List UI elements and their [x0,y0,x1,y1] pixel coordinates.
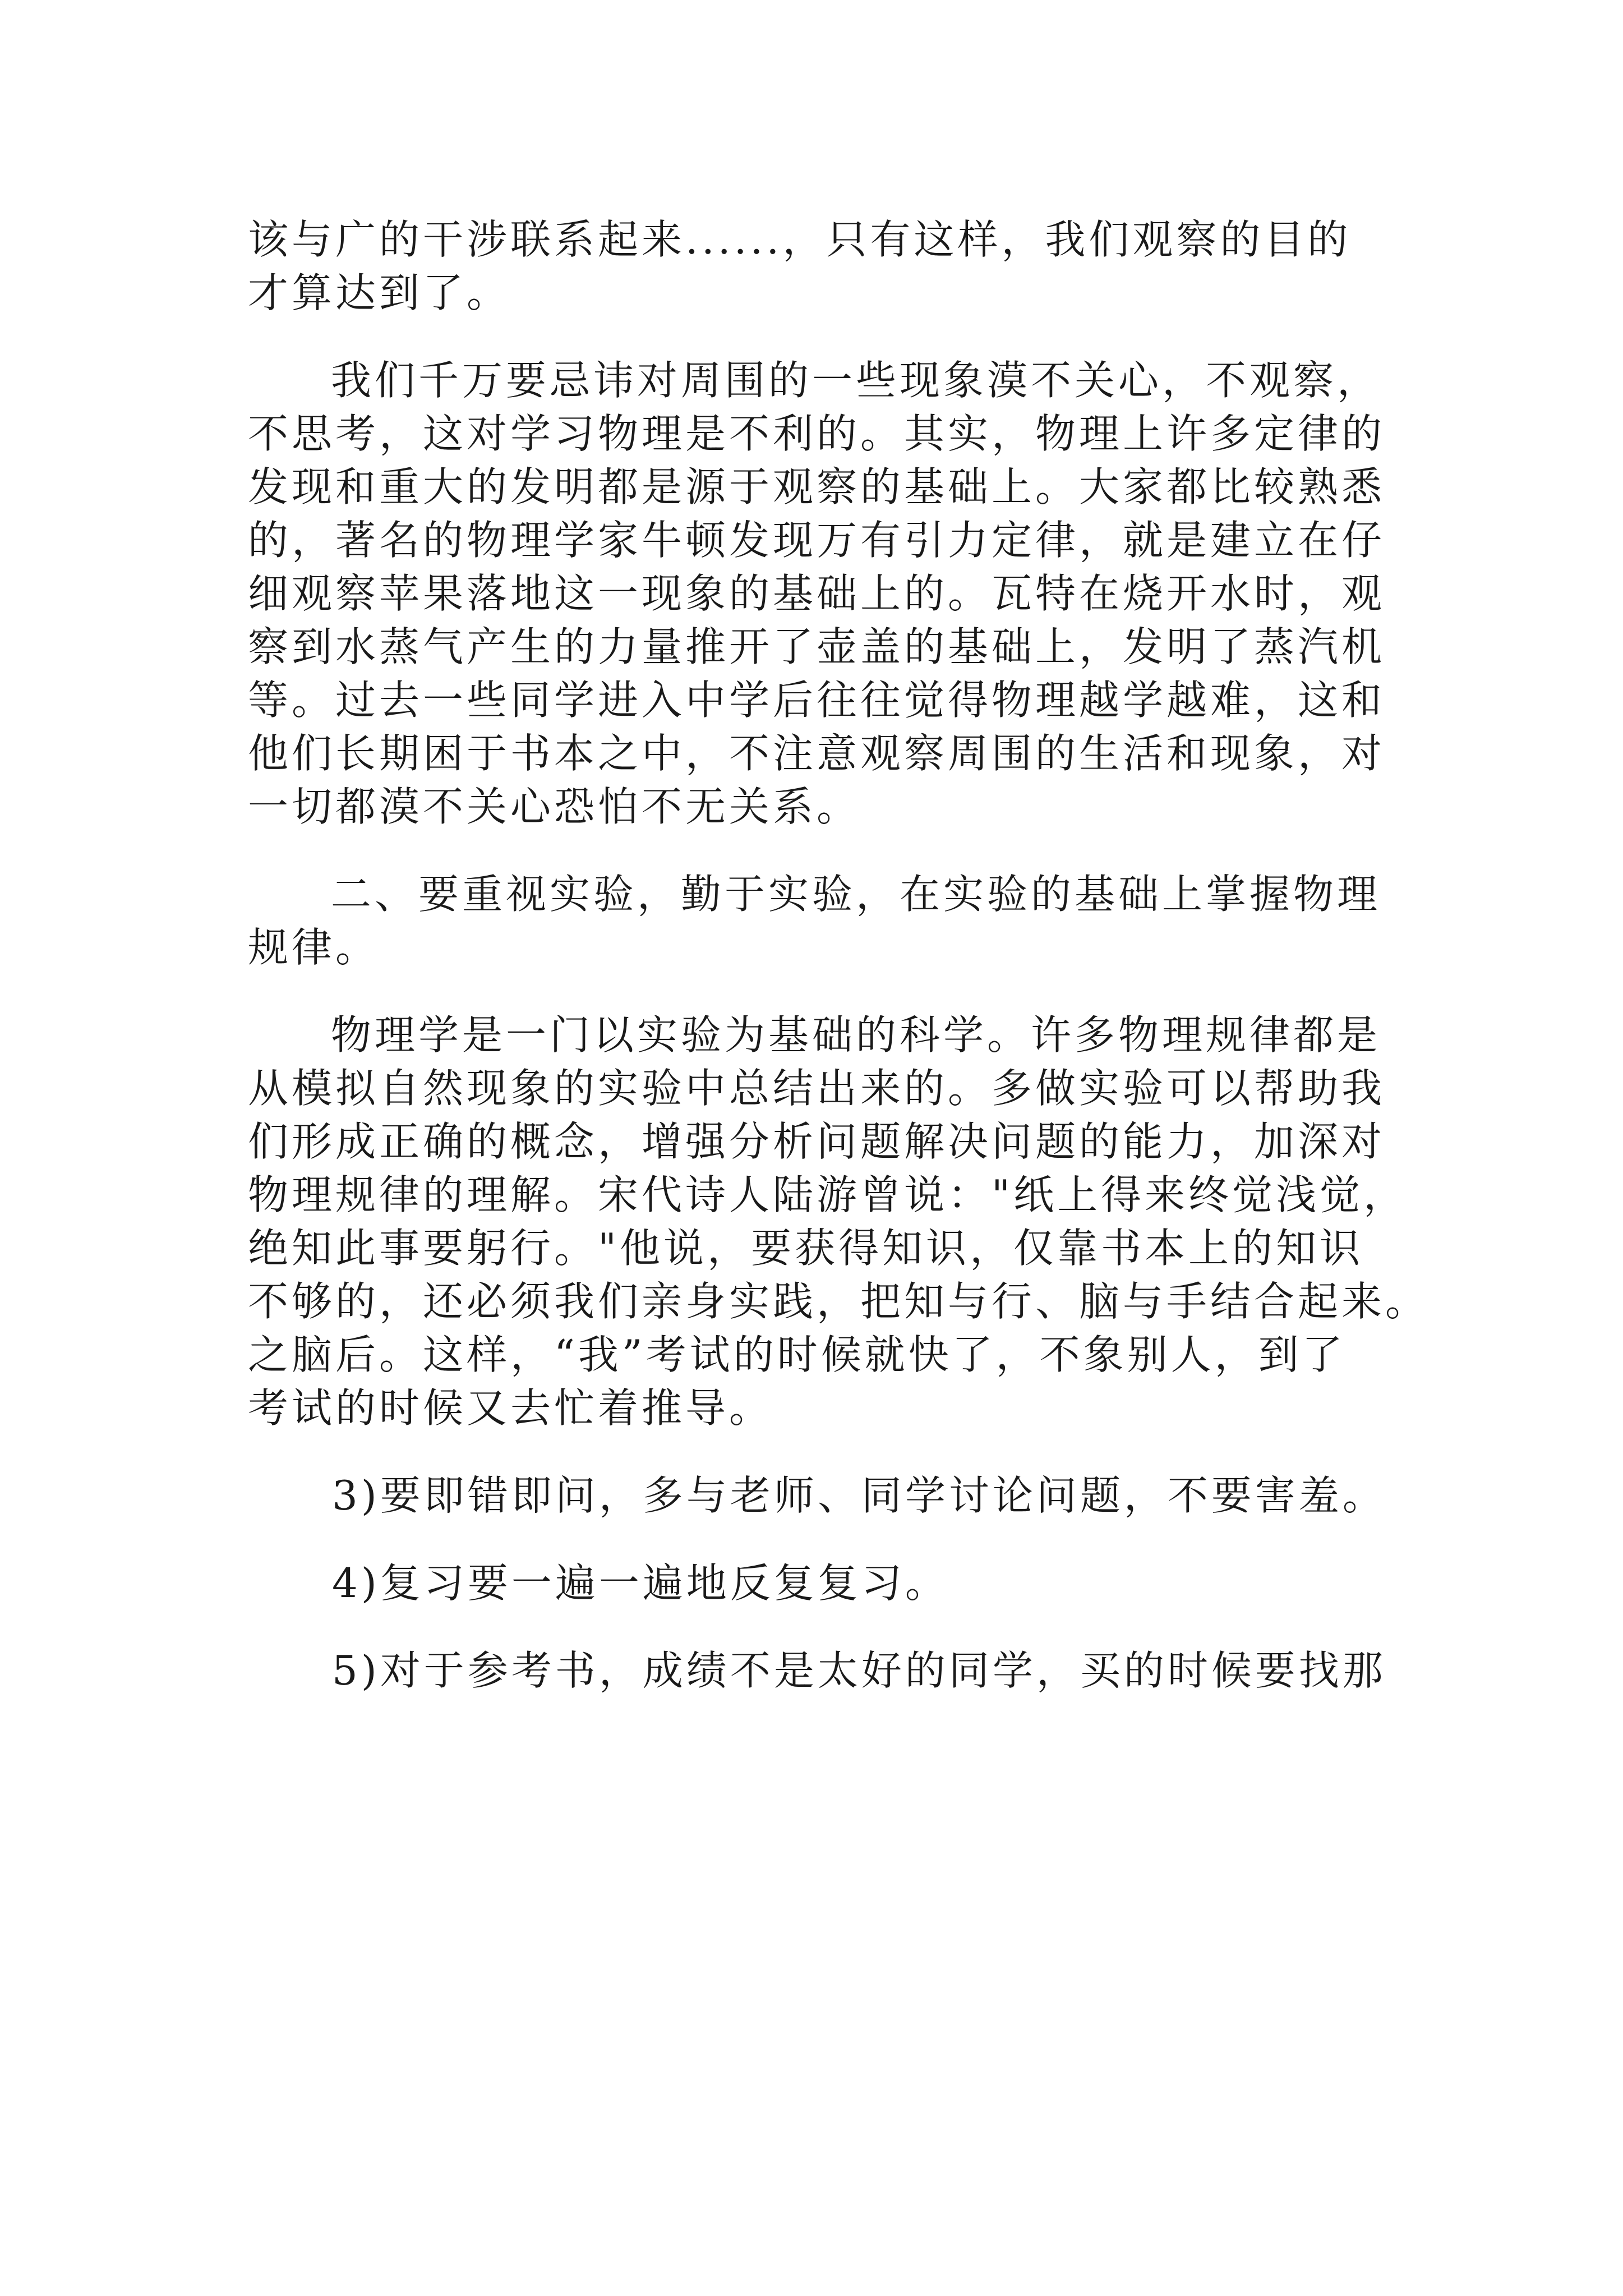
text-line: 不够的，还必须我们亲身实践，把知与行、脑与手结合起来。 [248,1278,1430,1325]
text-line: 不思考，这对学习物理是不利的。其实，物理上许多定律的 [248,410,1386,457]
text-line: 的，著名的物理学家牛顿发现万有引力定律，就是建立在仔 [248,517,1386,564]
text-line: 从模拟自然现象的实验中总结出来的。多做实验可以帮助我 [248,1065,1386,1112]
section-heading: 二、要重视实验，勤于实验，在实验的基础上掌握物理 [331,871,1381,918]
text-line: 发现和重大的发明都是源于观察的基础上。大家都比较熟悉 [248,463,1386,510]
paragraph-first-line: 我们千万要忌讳对周围的一些现象漠不关心，不观察， [331,357,1381,404]
paragraph-first-line: 物理学是一门以实验为基础的科学。许多物理规律都是 [331,1011,1381,1059]
text-line: 察到水蒸气产生的力量推开了壶盖的基础上，发明了蒸汽机 [248,623,1386,670]
list-item: 5)对于参考书，成绩不是太好的同学，买的时候要找那 [332,1647,1386,1694]
text-line: 他们长期困于书本之中，不注意观察周围的生活和现象，对 [248,730,1386,777]
text-line: 等。过去一些同学进入中学后往往觉得物理越学越难，这和 [248,677,1386,724]
text-line: 物理规律的理解。宋代诗人陆游曾说："纸上得来终觉浅觉， [248,1171,1408,1218]
text-line: 该与广的干涉联系起来......，只有这样，我们观察的目的 [248,216,1352,263]
text-line: 才算达到了。 [248,269,511,316]
section-heading-continued: 规律。 [248,924,380,971]
text-line: 之脑后。这样，“我”考试的时候就快了，不象别人，到了 [248,1331,1346,1378]
text-line: 考试的时候又去忙着推导。 [248,1384,773,1432]
list-item: 3)要即错即问，多与老师、同学讨论问题，不要害羞。 [332,1472,1386,1519]
document-body [248,213,1448,1697]
text-line: 们形成正确的概念，增强分析问题解决问题的能力，加深对 [248,1118,1386,1165]
text-line: 绝知此事要躬行。"他说，要获得知识，仅靠书本上的知识 [248,1225,1364,1272]
list-item: 4)复习要一遍一遍地反复复习。 [332,1559,949,1607]
text-line: 一切都漠不关心恐怕不无关系。 [248,783,861,830]
text-line: 细观察苹果落地这一现象的基础上的。瓦特在烧开水时，观 [248,570,1386,617]
